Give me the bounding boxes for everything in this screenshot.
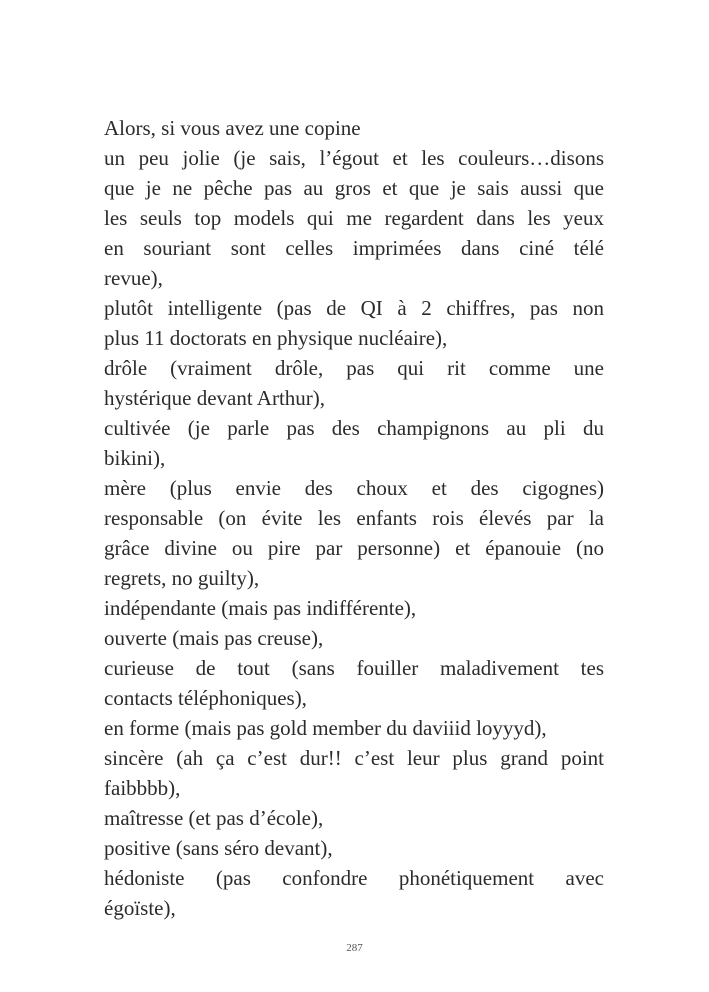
text-line: mère (plus envie des choux et des cigognes) (104, 476, 604, 500)
text-line: les seuls top models qui me regardent dans les yeux (104, 206, 604, 230)
text-line: en souriant sont celles imprimées dans ciné télé (104, 236, 604, 260)
text-line: plus 11 doctorats en physique nucléaire), (104, 326, 448, 350)
text-line: responsable (on évite les enfants rois élevés par la (104, 506, 604, 530)
text-line: regrets, no guilty), (104, 566, 260, 590)
body-text (104, 113, 604, 923)
text-line: un peu jolie (je sais, l’égout et les couleurs…disons (104, 146, 604, 170)
text-line: cultivée (je parle pas des champignons au pli du (104, 416, 604, 440)
text-line: hédoniste (pas confondre phonétiquement avec (104, 866, 604, 890)
page-number: 287 (346, 942, 363, 954)
text-line: grâce divine ou pire par personne) et épanouie (no (104, 536, 604, 560)
text-line: contacts téléphoniques), (104, 686, 307, 710)
text-line: curieuse de tout (sans fouiller maladivement tes (104, 656, 604, 680)
text-line: maîtresse (et pas d’école), (104, 806, 324, 830)
text-line: plutôt intelligente (pas de QI à 2 chiffres, pas non (104, 296, 604, 320)
text-line: égoïste), (104, 896, 176, 920)
text-line: sincère (ah ça c’est dur!! c’est leur plus grand point (104, 746, 604, 770)
text-line: drôle (vraiment drôle, pas qui rit comme une (104, 356, 604, 380)
text-line: que je ne pêche pas au gros et que je sais aussi que (104, 176, 604, 200)
text-line: faibbbb), (104, 776, 181, 800)
text-line: positive (sans séro devant), (104, 836, 333, 860)
text-line: revue), (104, 266, 163, 290)
text-line: en forme (mais pas gold member du daviiid loyyyd), (104, 716, 547, 740)
text-line: ouverte (mais pas creuse), (104, 626, 324, 650)
text-line: Alors, si vous avez une copine (104, 116, 361, 140)
text-line: bikini), (104, 446, 166, 470)
text-line: indépendante (mais pas indifférente), (104, 596, 417, 620)
text-line: hystérique devant Arthur), (104, 386, 326, 410)
